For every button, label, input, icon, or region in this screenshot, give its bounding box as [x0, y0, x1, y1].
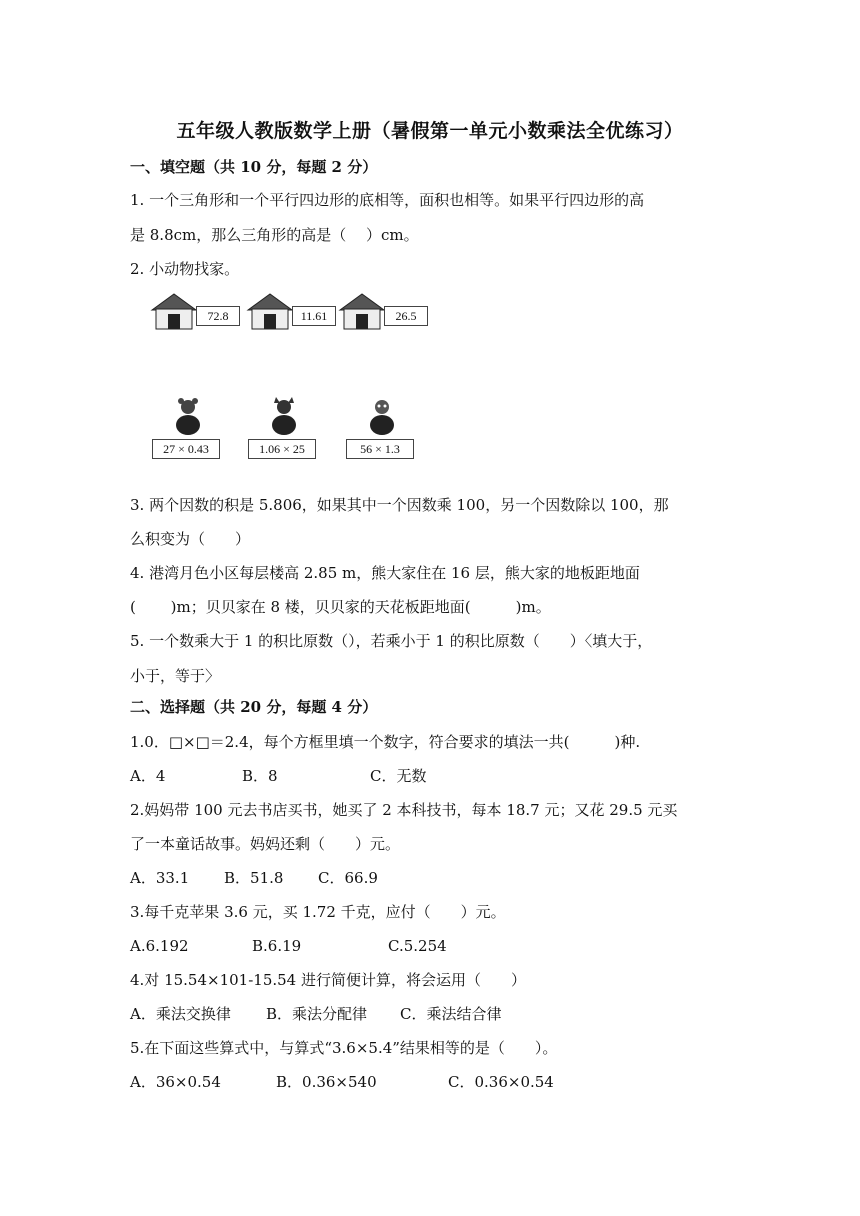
house-value: 72.8 — [196, 306, 240, 326]
option-a: A．33.1 — [130, 869, 190, 887]
s2-q2-options — [130, 868, 740, 888]
s2-q4: 4.对 15.54×101-15.54 进行简便计算，将会运用（ ） — [130, 971, 527, 989]
option-a: A．4 — [130, 767, 166, 785]
s1-q2: 2. 小动物找家。 — [130, 260, 240, 278]
animal-icon — [168, 395, 208, 439]
option-b: B．0.36×540 — [276, 1073, 377, 1091]
s2-q1: 1.0．□×□＝2.4，每个方框里填一个数字，符合要求的填法一共( )种. — [130, 733, 641, 751]
s1-q1-line2: 是 8.8cm，那么三角形的高是（ ）cm。 — [130, 226, 419, 244]
option-b: B．8 — [242, 767, 278, 785]
page-title: 五年级人教版数学上册（暑假第一单元小数乘法全优练习） — [176, 120, 684, 142]
section-1-heading: 一、填空题（共 10 分，每题 2 分） — [130, 158, 378, 176]
house-1 — [150, 292, 240, 332]
option-a: A．36×0.54 — [130, 1073, 221, 1091]
animal-expression: 27 × 0.43 — [152, 439, 220, 459]
animal-icon — [362, 395, 402, 439]
option-c: C.5.254 — [388, 937, 447, 955]
s2-q3-options — [130, 936, 740, 956]
doghouse-icon — [338, 292, 386, 332]
animal-expression: 1.06 × 25 — [248, 439, 316, 459]
s1-q1-line1: 1. 一个三角形和一个平行四边形的底相等，面积也相等。如果平行四边形的高 — [130, 191, 645, 209]
animal-3 — [346, 395, 416, 465]
house-3 — [338, 292, 428, 332]
option-b: B.6.19 — [252, 937, 302, 955]
doghouse-icon — [150, 292, 198, 332]
house-2 — [246, 292, 336, 332]
option-c: C．无数 — [370, 767, 427, 785]
s1-q4-line1: 4. 港湾月色小区每层楼高 2.85 m，熊大家住在 16 层，熊大家的地板距地面 — [130, 564, 640, 582]
s2-q3: 3.每千克苹果 3.6 元，买 1.72 千克，应付（ ）元。 — [130, 903, 506, 921]
s2-q5: 5.在下面这些算式中，与算式“3.6×5.4”结果相等的是（ ）。 — [130, 1039, 558, 1057]
option-c: C．66.9 — [318, 869, 378, 887]
s1-q3-line1: 3. 两个因数的积是 5.806，如果其中一个因数乘 100，另一个因数除以 100，那 — [130, 496, 669, 514]
option-b: B．乘法分配律 — [266, 1005, 368, 1023]
option-c: C．0.36×0.54 — [448, 1073, 554, 1091]
s1-q3-line2: 么积变为（ ） — [130, 530, 251, 548]
animal-icon — [264, 395, 304, 439]
option-a: A.6.192 — [130, 937, 189, 955]
s2-q2-line1: 2.妈妈带 100 元去书店买书，她买了 2 本科技书，每本 18.7 元；又花 29.5 元买 — [130, 801, 678, 819]
section-2-heading: 二、选择题（共 20 分，每题 4 分） — [130, 698, 378, 716]
house-value: 11.61 — [292, 306, 336, 326]
option-a: A．乘法交换律 — [130, 1005, 231, 1023]
animal-1 — [152, 395, 222, 465]
s1-q5-line1: 5. 一个数乘大于 1 的积比原数（），若乘小于 1 的积比原数（ ）〈填大于， — [130, 632, 653, 650]
s1-q4-line2: ( )m；贝贝家在 8 楼，贝贝家的天花板距地面( )m。 — [130, 598, 551, 616]
s2-q1-options — [130, 766, 740, 786]
option-c: C．乘法结合律 — [400, 1005, 502, 1023]
s2-q5-options — [130, 1072, 740, 1092]
house-value: 26.5 — [384, 306, 428, 326]
animal-2 — [248, 395, 318, 465]
s1-q5-line2: 小于，等于〉 — [130, 667, 221, 685]
animal-expression: 56 × 1.3 — [346, 439, 414, 459]
option-b: B．51.8 — [224, 869, 284, 887]
s2-q2-line2: 了一本童话故事。妈妈还剩（ ）元。 — [130, 835, 401, 853]
doghouse-icon — [246, 292, 294, 332]
s2-q4-options — [130, 1004, 740, 1024]
